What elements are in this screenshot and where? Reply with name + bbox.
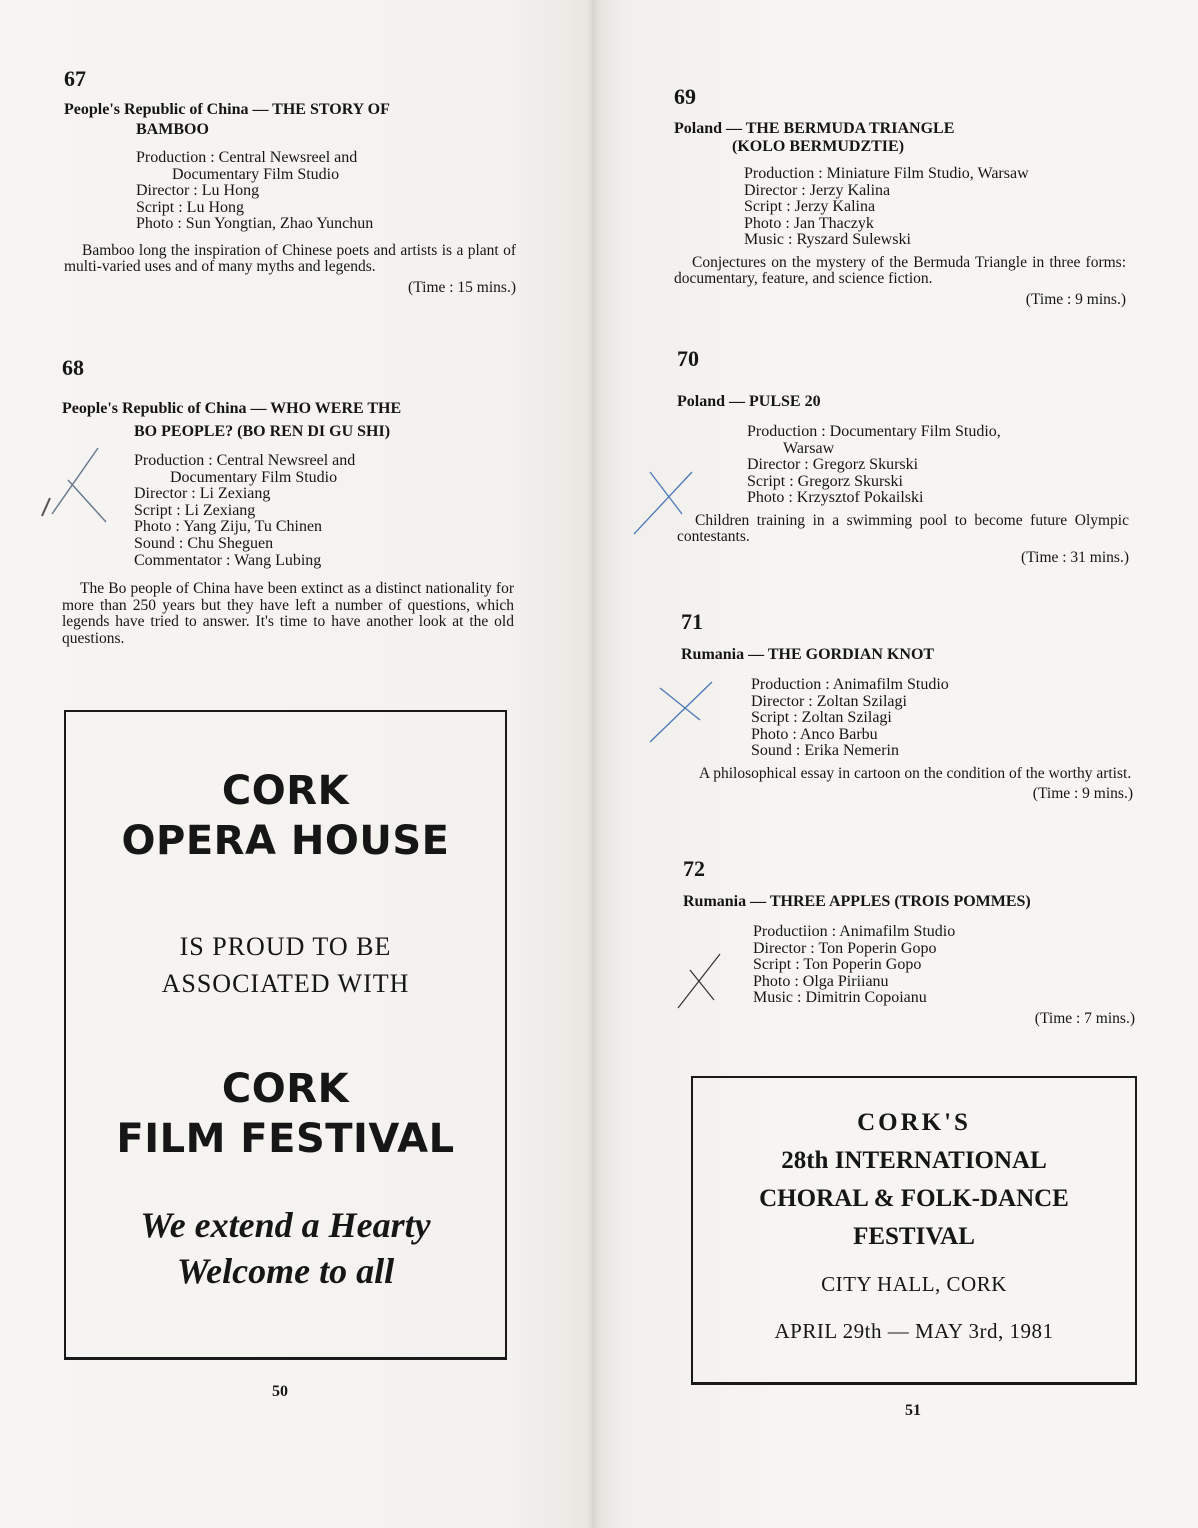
credit-line: Director : Ton Poperin Gopo — [753, 939, 937, 957]
credit-line: Script : Zoltan Szilagi — [751, 709, 892, 727]
ad-dates: APRIL 29th — MAY 3rd, 1981 — [774, 1319, 1054, 1343]
credit-line: Photo : Jan Thaczyk — [744, 214, 874, 232]
credit-line: Music : Dimitrin Copoianu — [753, 989, 927, 1007]
credit-line: Documentary Film Studio — [172, 165, 340, 183]
ad-heading: CORK — [221, 768, 350, 814]
entry-credits — [62, 453, 514, 569]
entry-69 — [674, 84, 1126, 309]
entry-description: A philosophical essay in cartoon on the condition of the worthy artist. — [699, 764, 1132, 782]
entry-description: Conjectures on the mystery of the Bermuda Triangle in three forms: documentary, feature, and science fiction. — [674, 253, 1126, 288]
ad-welcome: Welcome to all — [176, 1251, 395, 1291]
ad-heading: CORK'S — [857, 1109, 971, 1136]
pen-mark — [642, 680, 722, 760]
credit-line: Commentator : Wang Lubing — [134, 551, 322, 569]
credit-line: Sound : Chu Sheguen — [134, 534, 274, 552]
entry-title-line: People's Republic of China — THE STORY OF — [64, 101, 390, 118]
credit-line: Director : Jerzy Kalina — [744, 181, 891, 199]
entry-number: 69 — [674, 84, 696, 109]
credit-line: Photo : Yang Ziju, Tu Chinen — [134, 518, 323, 536]
entry-time: (Time : 9 mins.) — [1025, 290, 1126, 308]
page-number: 50 — [272, 1383, 288, 1400]
ad-heading: 28th INTERNATIONAL — [781, 1147, 1047, 1174]
credit-line: Photo : Olga Piriianu — [753, 972, 889, 990]
entry-description: Bamboo long the inspiration of Chinese poets and artists is a plant of multi-varied uses and of many myths and legends. — [64, 241, 516, 276]
entry-68 — [62, 355, 514, 647]
entry-number: 71 — [681, 609, 703, 634]
entry-title-line: BAMBOO — [136, 121, 209, 138]
choral-festival-ad — [691, 1076, 1137, 1385]
credit-line: Director : Zoltan Szilagi — [751, 692, 907, 710]
entry-title — [683, 892, 1135, 912]
credit-line: Script : Lu Hong — [136, 198, 244, 216]
entry-time: (Time : 15 mins.) — [408, 278, 516, 296]
entry-number: 67 — [64, 66, 86, 91]
ad-welcome: We extend a Hearty — [140, 1205, 431, 1245]
credit-line: Photo : Sun Yongtian, Zhao Yunchun — [136, 215, 374, 233]
entry-70 — [677, 346, 1129, 567]
entry-time: (Time : 9 mins.) — [1032, 785, 1133, 803]
entry-description: Children training in a swimming pool to become future Olympic contestants. — [677, 511, 1129, 546]
entry-title-line: Poland — PULSE 20 — [677, 393, 821, 410]
credit-line: Production : Miniature Film Studio, Warsaw — [744, 165, 1029, 182]
credit-line: Script : Ton Poperin Gopo — [753, 956, 922, 974]
credit-line: Script : Gregorz Skurski — [747, 472, 903, 490]
credit-line: Photo : Anco Barbu — [751, 725, 878, 743]
ad-heading: OPERA HOUSE — [121, 818, 450, 864]
entry-number: 72 — [683, 856, 705, 881]
entry-title-line: Rumania — THE GORDIAN KNOT — [681, 646, 935, 663]
entry-credits — [683, 924, 1135, 1007]
entry-71 — [681, 609, 1133, 803]
entry-number: 68 — [62, 355, 84, 380]
cork-opera-house-ad — [64, 710, 507, 1360]
credit-line: Photo : Krzysztof Pokailski — [747, 489, 924, 507]
credit-line: Production : Animafilm Studio — [751, 676, 949, 693]
credit-line: Director : Li Zexiang — [134, 485, 271, 503]
ad-text: IS PROUD TO BE — [179, 932, 392, 961]
credit-line: Production : Documentary Film Studio, — [747, 423, 1001, 440]
entry-time: (Time : 31 mins.) — [1021, 548, 1129, 566]
credit-line: Warsaw — [783, 439, 835, 457]
pen-mark — [622, 462, 702, 542]
entry-title-line: People's Republic of China — WHO WERE THE — [62, 400, 402, 417]
entry-credits — [64, 150, 516, 233]
pen-mark — [38, 440, 118, 530]
page-number: 51 — [905, 1402, 921, 1419]
credit-line: Production : Central Newsreel and — [134, 452, 356, 469]
entry-title — [64, 100, 516, 140]
ad-heading: FILM FESTIVAL — [116, 1116, 455, 1162]
entry-title — [674, 120, 1126, 156]
entry-72 — [683, 856, 1135, 1028]
entry-title-line: Poland — THE BERMUDA TRIANGLE — [674, 120, 955, 137]
credit-line: Sound : Erika Nemerin — [751, 742, 899, 760]
entry-credits — [681, 677, 1133, 760]
credit-line: Music : Ryszard Sulewski — [744, 231, 911, 249]
entry-title-line: Rumania — THREE APPLES (TROIS POMMES) — [683, 893, 1031, 910]
ad-venue: CITY HALL, CORK — [821, 1272, 1007, 1296]
pen-mark — [668, 948, 728, 1018]
ad-text: ASSOCIATED WITH — [161, 969, 410, 998]
entry-title — [681, 645, 1133, 665]
entry-title — [677, 392, 1129, 412]
ad-heading: CORK — [221, 1066, 350, 1112]
entry-67 — [64, 66, 516, 297]
credit-line: Production : Central Newsreel and — [136, 149, 358, 166]
entry-description: The Bo people of China have been extinct as a distinct nationality for more than 250 years but they have left a number of questions, which legends have tried to answer. It's time to have another look at the old questions. — [62, 580, 514, 647]
book-gutter — [586, 0, 600, 1528]
credit-line: Productiion : Animafilm Studio — [753, 923, 956, 940]
credit-line: Script : Jerzy Kalina — [744, 198, 876, 216]
entry-credits — [674, 166, 1126, 249]
credit-line: Director : Gregorz Skurski — [747, 456, 919, 474]
entry-title-line: BO PEOPLE? (BO REN DI GU SHI) — [134, 423, 391, 440]
credit-line: Director : Lu Hong — [136, 182, 260, 200]
ad-heading: CHORAL & FOLK-DANCE — [759, 1185, 1069, 1212]
entry-time: (Time : 7 mins.) — [1034, 1009, 1135, 1027]
ad-heading: FESTIVAL — [853, 1223, 975, 1250]
entry-title-line: (KOLO BERMUDZTIE) — [732, 138, 905, 155]
credit-line: Documentary Film Studio — [170, 468, 338, 486]
entry-number: 70 — [677, 346, 699, 371]
entry-title — [62, 397, 514, 443]
entry-credits — [677, 424, 1129, 507]
credit-line: Script : Li Zexiang — [134, 501, 256, 519]
